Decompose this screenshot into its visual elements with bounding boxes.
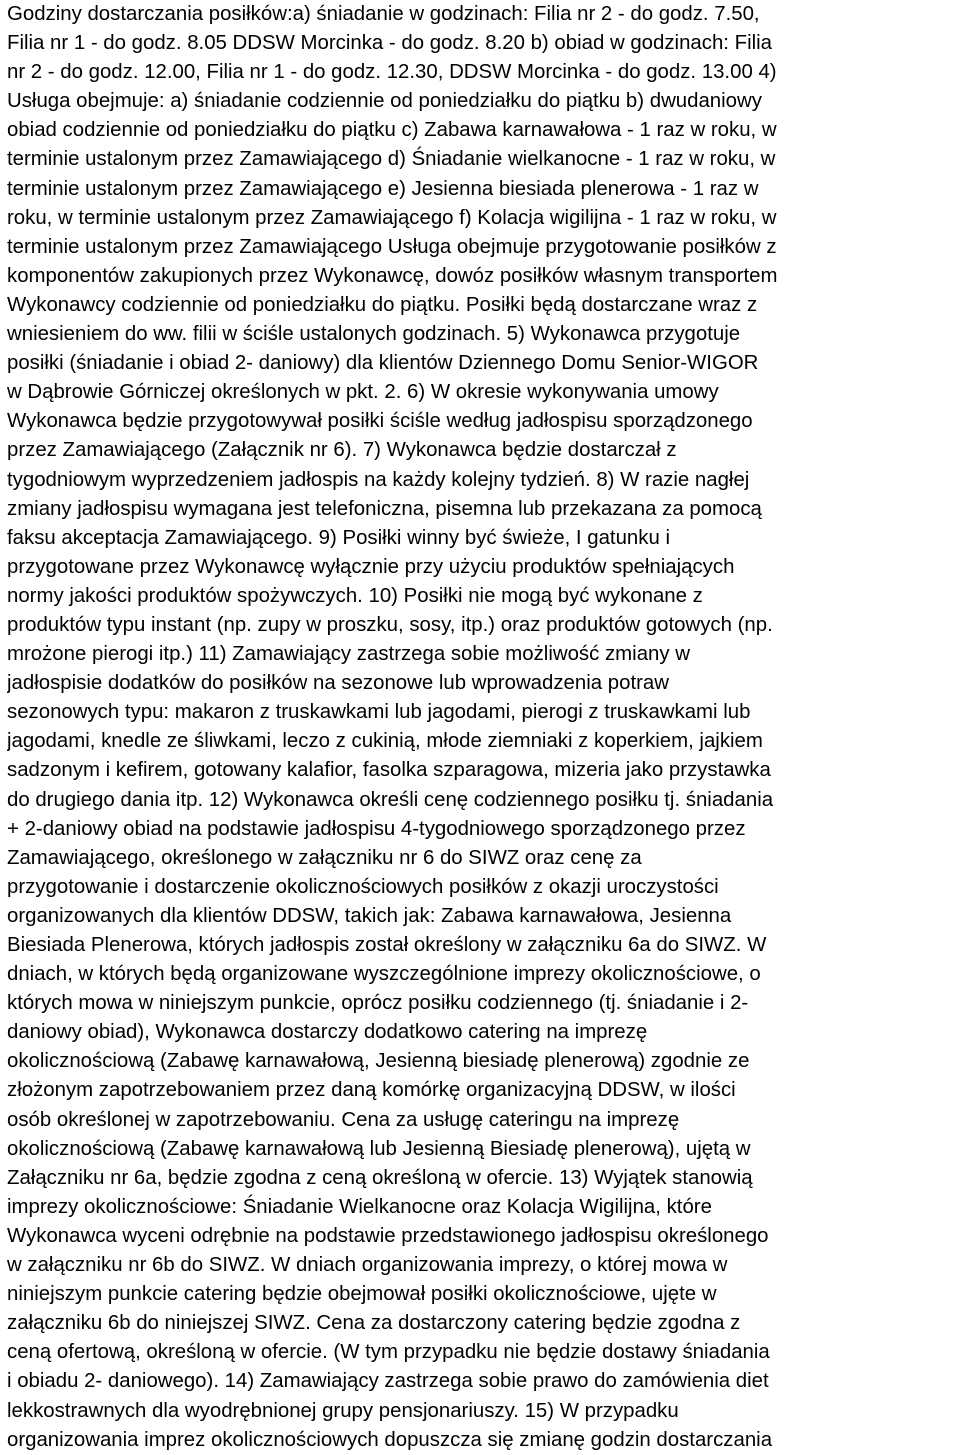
text-line: Biesiada Plenerowa, których jadłospis został określony w załączniku 6a do SIWZ. W — [7, 934, 767, 956]
text-line: złożonym zapotrzebowaniem przez daną komórkę organizacyjną DDSW, w ilości — [7, 1079, 736, 1102]
text-line: zmiany jadłospisu wymagana jest telefoniczna, pisemna lub przekazana za pomocą — [7, 497, 762, 520]
text-line: załączniku 6b do niniejszej SIWZ. Cena za dostarczony catering będzie zgodna z — [7, 1312, 741, 1335]
text-line: do drugiego dania itp. 12) Wykonawca określi cenę codziennego posiłku tj. śniadania — [7, 788, 774, 811]
text-line: lekkostrawnych dla wyodrębnionej grupy pensjonariuszy. 15) W przypadku — [7, 1399, 679, 1422]
text-line: komponentów zakupionych przez Wykonawcę, dowóz posiłków własnym transportem — [7, 264, 778, 287]
text-line: daniowy obiad), Wykonawca dostarczy dodatkowo catering na imprezę — [7, 1021, 648, 1044]
text-line: niniejszym punkcie catering będzie obejmował posiłki okolicznościowe, ujęte w — [7, 1283, 717, 1306]
text-line: terminie ustalonym przez Zamawiającego d) Śniadanie wielkanocne - 1 raz w roku, w — [7, 148, 776, 171]
text-line: w załączniku nr 6b do SIWZ. W dniach organizowania imprezy, o której mowa w — [7, 1254, 728, 1277]
document-page — [7, 0, 957, 1455]
text-line: jagodami, knedle ze śliwkami, leczo z cukinią, młode ziemniaki z koperkiem, jajkiem — [7, 730, 763, 753]
text-line: okolicznościową (Zabawę karnawałową, Jesienną biesiadę plenerową) zgodnie ze — [7, 1050, 750, 1073]
text-line: i obiadu 2- daniowego). 14) Zamawiający zastrzega sobie prawo do zamówienia diet — [7, 1370, 769, 1393]
text-line: Wykonawcy codziennie od poniedziałku do piątku. Posiłki będą dostarczane wraz z — [7, 293, 758, 316]
text-line: organizowania imprez okolicznościowych dopuszcza się zmianę godzin dostarczania — [7, 1428, 773, 1451]
text-line: Filia nr 1 - do godz. 8.05 DDSW Morcinka - do godz. 8.20 b) obiad w godzinach: Filia — [7, 32, 773, 55]
text-line: terminie ustalonym przez Zamawiającego Usługa obejmuje przygotowanie posiłków z — [7, 235, 777, 258]
text-line: + 2-daniowy obiad na podstawie jadłospisu 4-tygodniowego sporządzonego przez — [7, 817, 746, 840]
text-line: Załączniku nr 6a, będzie zgodna z ceną określoną w ofercie. 13) Wyjątek stanowią — [7, 1166, 753, 1189]
text-line: przez Zamawiającego (Załącznik nr 6). 7) Wykonawca będzie dostarczał z — [7, 439, 677, 462]
text-line: dniach, w których będą organizowane wyszczególnione imprezy okolicznościowe, o — [7, 963, 761, 986]
text-line: Wykonawca będzie przygotowywał posiłki ściśle według jadłospisu sporządzonego — [7, 410, 753, 433]
text-line: sadzonym i kefirem, gotowany kalafior, fasolka szparagowa, mizeria jako przystawka — [7, 759, 771, 782]
text-line: terminie ustalonym przez Zamawiającego e) Jesienna biesiada plenerowa - 1 raz w — [7, 177, 759, 200]
text-line: Godziny dostarczania posiłków:a) śniadanie w godzinach: Filia nr 2 - do godz. 7.50, — [7, 3, 760, 25]
text-line: Zamawiającego, określonego w załączniku nr 6 do SIWZ oraz cenę za — [7, 846, 642, 869]
text-line: organizowanych dla klientów DDSW, takich jak: Zabawa karnawałowa, Jesienna — [7, 904, 732, 927]
text-line: produktów typu instant (np. zupy w proszku, sosy, itp.) oraz produktów gotowych (np. — [7, 613, 773, 636]
text-line: faksu akceptacja Zamawiającego. 9) Posiłki winny być świeże, I gatunku i — [7, 526, 671, 549]
text-line: ceną ofertową, określoną w ofercie. (W tym przypadku nie będzie dostawy śniadania — [7, 1341, 770, 1364]
text-line: normy jakości produktów spożywczych. 10) Posiłki nie mogą być wykonane z — [7, 584, 703, 607]
text-line: mrożone pierogi itp.) 11) Zamawiający zastrzega sobie możliwość zmiany w — [7, 643, 690, 666]
text-line: tygodniowym wyprzedzeniem jadłospis na każdy kolejny tydzień. 8) W razie nagłej — [7, 468, 750, 491]
text-line: przygotowane przez Wykonawcę wyłącznie przy użyciu produktów spełniających — [7, 555, 735, 578]
text-line: imprezy okolicznościowe: Śniadanie Wielkanocne oraz Kolacja Wigilijna, które — [7, 1195, 712, 1218]
text-line: jadłospisie dodatków do posiłków na sezonowe lub wprowadzenia potraw — [7, 672, 669, 695]
text-line: sezonowych typu: makaron z truskawkami lub jagodami, pierogi z truskawkami lub — [7, 701, 751, 724]
text-line: Usługa obejmuje: a) śniadanie codziennie od poniedziałku do piątku b) dwudaniowy — [7, 90, 762, 113]
text-line: w Dąbrowie Górniczej określonych w pkt. 2. 6) W okresie wykonywania umowy — [7, 381, 719, 404]
text-line: przygotowanie i dostarczenie okolicznościowych posiłków z okazji uroczystości — [7, 875, 719, 898]
text-line: Wykonawca wyceni odrębnie na podstawie przedstawionego jadłospisu określonego — [7, 1224, 769, 1247]
text-line: osób określonej w zapotrzebowaniu. Cena za usługę cateringu na imprezę — [7, 1108, 680, 1131]
text-line: roku, w terminie ustalonym przez Zamawiającego f) Kolacja wigilijna - 1 raz w roku, w — [7, 206, 777, 229]
text-line: obiad codziennie od poniedziałku do piątku c) Zabawa karnawałowa - 1 raz w roku, w — [7, 119, 777, 142]
text-line: wniesieniem do ww. filii w ściśle ustalonych godzinach. 5) Wykonawca przygotuje — [7, 323, 741, 346]
text-line: których mowa w niniejszym punkcie, oprócz posiłku codziennego (tj. śniadanie i 2- — [7, 992, 749, 1015]
text-line: okolicznościową (Zabawę karnawałową lub Jesienną Biesiadę plenerową), ujętą w — [7, 1137, 751, 1160]
text-line: nr 2 - do godz. 12.00, Filia nr 1 - do godz. 12.30, DDSW Morcinka - do godz. 13.00 4) — [7, 61, 777, 84]
text-line: posiłki (śniadanie i obiad 2- daniowy) dla klientów Dziennego Domu Senior-WIGOR — [7, 352, 759, 375]
